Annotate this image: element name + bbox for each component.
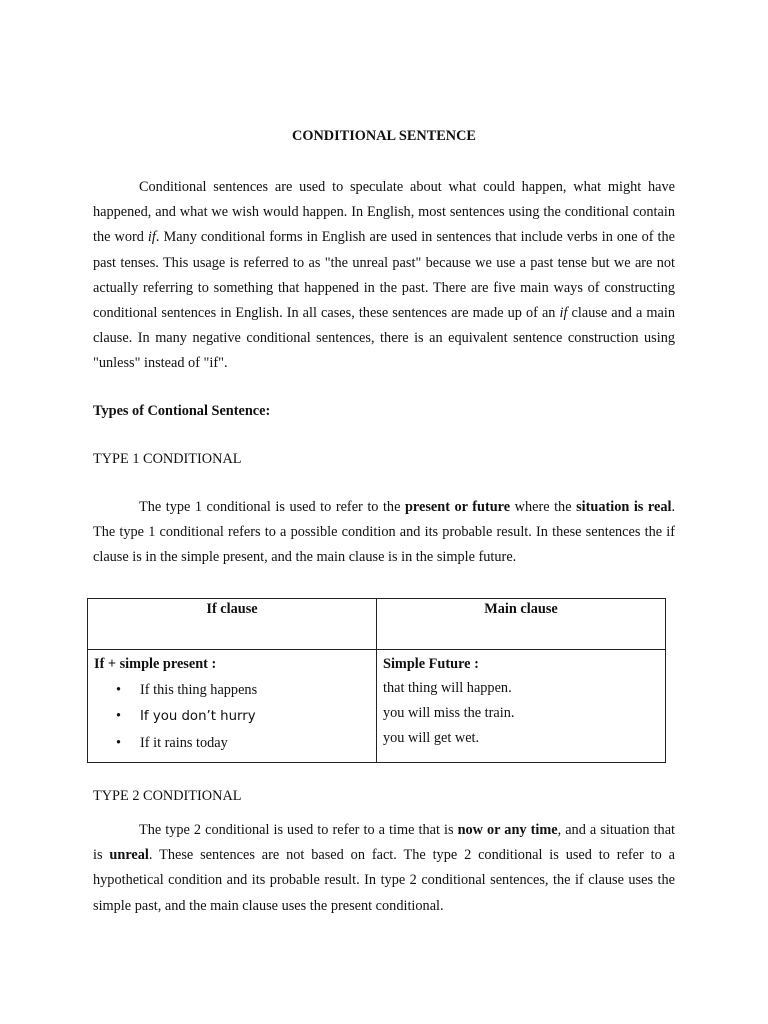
types-heading: Types of Contional Sentence: [93,403,271,419]
intro-paragraph [93,175,675,377]
main-clause-title: Simple Future : [383,656,479,672]
table-header-main-clause: Main clause [377,599,666,650]
type2-heading: TYPE 2 CONDITIONAL [93,788,242,804]
table-row [88,650,666,763]
main-clause-item-2: you will miss the train. [383,705,515,721]
type1-text-3: . The type 1 conditional refers to a possible condition and its probable result. In these sentences the if clause is in the simple present, and the main clause is in the simple future. [93,499,676,566]
type1-text-2: where the [510,499,577,515]
intro-text-3: clause and a main clause. In many negative conditional sentences, there is an equivalent sentence construction using "unless" instead of "if". [93,305,675,372]
type1-heading: TYPE 1 CONDITIONAL [93,451,242,467]
list-item [94,730,370,756]
type1-text-1: The type 1 conditional is used to refer to the [139,499,405,515]
table-cell-main-clause [377,650,666,763]
bullet-icon: • [116,735,122,751]
type1-bold-1: present or future [404,499,511,515]
type2-text-2: , and a situation that is [93,822,676,864]
list-item [94,677,370,703]
bullet-icon: • [116,682,122,698]
if-clause-list [94,677,370,756]
intro-italic-if-2: if [559,305,568,322]
if-clause-item-3: If it rains today [140,735,228,751]
document-title: CONDITIONAL SENTENCE [292,128,476,144]
type1-bold-2: situation is real [576,499,672,515]
main-clause-item-3: you will get wet. [383,730,480,746]
table-cell-if-clause [88,650,377,763]
table-header-if-clause: If clause [88,599,377,650]
type2-text-3: . These sentences are not based on fact. The type 2 conditional is used to refer to a hypothetical condition and its probable result. In type 2 conditional sentences, the if clause uses the simple past, and the main clause uses the present conditional. [93,847,675,914]
type2-paragraph [93,818,675,919]
type2-bold-2: unreal [109,847,149,864]
if-clause-item-2: If you don’t hurry [140,709,256,724]
conditional-table [87,598,666,763]
type2-text-1: The type 2 conditional is used to refer to a time that is [139,822,458,838]
list-item [94,703,370,730]
bullet-icon: • [116,708,122,724]
table-header-row [88,599,666,650]
main-clause-item-1: that thing will happen. [383,680,512,696]
type2-bold-1: now or any time [457,822,558,838]
type1-paragraph [93,495,675,571]
intro-text-2: . Many conditional forms in English are used in sentences that include verbs in one of the past tenses. This usage is referred to as "the unreal past" because we use a past tense but we are not actually referring to something that happened in the past. There are five main ways of constructing conditional sentences in English. In all cases, these sentences are made up of an [93,229,675,322]
intro-italic-if-1: if [147,229,156,246]
intro-text-1: Conditional sentences are used to speculate about what could happen, what might have happened, and what we wish would happen. In English, most sentences using the conditional contain the word [93,179,675,246]
if-clause-title: If + simple present : [94,656,217,672]
if-clause-item-1: If this thing happens [140,682,258,698]
